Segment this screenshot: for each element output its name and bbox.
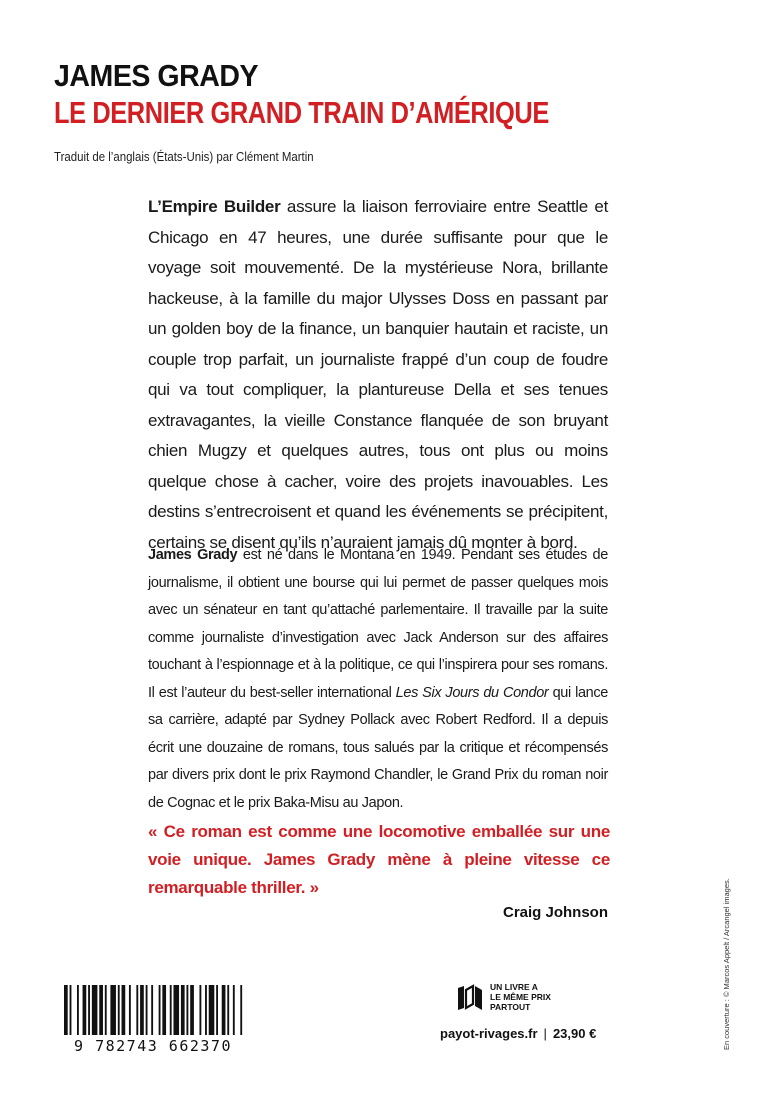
synopsis-lead: L’Empire Builder [148,197,281,216]
barcode-bar [233,985,235,1035]
barcode-bar [70,985,72,1035]
barcode-bar [240,985,242,1035]
barcode-bar [181,985,185,1035]
book-price: 23,90 € [552,1026,597,1041]
bio-lead: James Grady [148,547,238,563]
barcode-bar [118,985,120,1035]
cover-credit: En couverture : © Marcos Appelt / Arcangel images. [722,878,731,1050]
author-biography [148,542,608,817]
barcode-bar [209,985,215,1035]
quote-author: Craig Johnson [502,904,608,921]
barcode-bar [162,985,166,1035]
barcode-bar [105,985,107,1035]
barcode-bar [190,985,194,1035]
barcode-bar [146,985,148,1035]
barcode-bar [205,985,207,1035]
bio-text-2: qui lance sa carrière, adapté par Sydney Pollack avec Robert Redford. Il a depuis écrit une douzaine de romans, tous salués par la critique et récompensés par divers prix dont le prix Raymond Chandler, le Grand Prix du roman noir de Cognac et le prix Baka-Misu au Japon. [148,684,608,811]
barcode-bar [216,985,218,1035]
slogan-line: UN LIVRE A [490,982,538,992]
barcode-bar [64,985,68,1035]
barcode-bar [173,985,179,1035]
barcode-bar [83,985,87,1035]
barcode-bar [77,985,79,1035]
publisher-website: payot-rivages.fr [440,1026,538,1041]
book-title: LE DERNIER GRAND TRAIN D’AMÉRIQUE [54,95,549,130]
barcode-bar [140,985,144,1035]
barcode-bar [227,985,229,1035]
barcode-bar [122,985,126,1035]
barcode-bar [110,985,116,1035]
publisher-footer [440,1026,596,1041]
barcode-bar [136,985,138,1035]
barcode-bar [222,985,226,1035]
barcode-bar [170,985,172,1035]
barcode-bar [88,985,90,1035]
book-author: JAMES GRADY [54,58,259,93]
separator: | [543,1026,547,1041]
press-quote: « Ce roman est comme une locomotive emballée sur une voie unique. James Grady mène à pleine vitesse ce remarquable thriller. » [148,822,610,897]
synopsis-text: assure la liaison ferroviaire entre Seattle et Chicago en 47 heures, une durée suffisante pour que le voyage soit mouvementé. De la mystérieuse Nora, brillante hackeuse, à la famille du major Ulysses Doss en passant par un golden boy de la finance, un banquier hautain et raciste, un couple trop parfait, un journaliste frappé d’un coup de foudre qui va tout compliquer, la plantureuse Della et ses tenues extravagantes, la vieille Constance flanquée de son bruyant chien Mugzy et quelques autres, tous ont plus ou moins quelque chose à cacher, voire des projets inavouables. Les destins s’entrecroisent et quand les événements se précipitent, certains se disent qu’ils n’auraient jamais dû monter à bord. [148,197,609,552]
bio-book-title: Les Six Jours du Condor [395,684,549,701]
bio-text-1: est né dans le Montana en 1949. Pendant ses études de journalisme, il obtient une bourse qui lui permet de passer quelques mois avec un sénateur en tant qu’attaché parlementaire. Il travaille par la suite comme journaliste d’investigation avec Jack Anderson sur des affaires touchant à l’espionnage et à la politique, ce qui l’inspirera pour ses romans. Il est l’auteur du best-seller international [148,547,608,701]
barcode-bar [186,985,188,1035]
barcode [58,985,248,1063]
publisher-slogan [490,982,570,1012]
translator-credit: Traduit de l’anglais (États-Unis) par Clément Martin [54,149,314,164]
barcode-bar [99,985,103,1035]
slogan-line: LE MÊME PRIX [490,992,551,1002]
isbn-number: 9 782743 662370 [74,1037,232,1055]
barcode-bar [92,985,98,1035]
barcode-bar [159,985,161,1035]
barcode-bar [151,985,153,1035]
slogan-line: PARTOUT [490,1002,531,1012]
synopsis-paragraph [148,192,608,558]
barcode-bars [64,985,244,1035]
barcode-bar [199,985,201,1035]
publisher-logo-icon [455,984,485,1012]
barcode-bar [129,985,131,1035]
